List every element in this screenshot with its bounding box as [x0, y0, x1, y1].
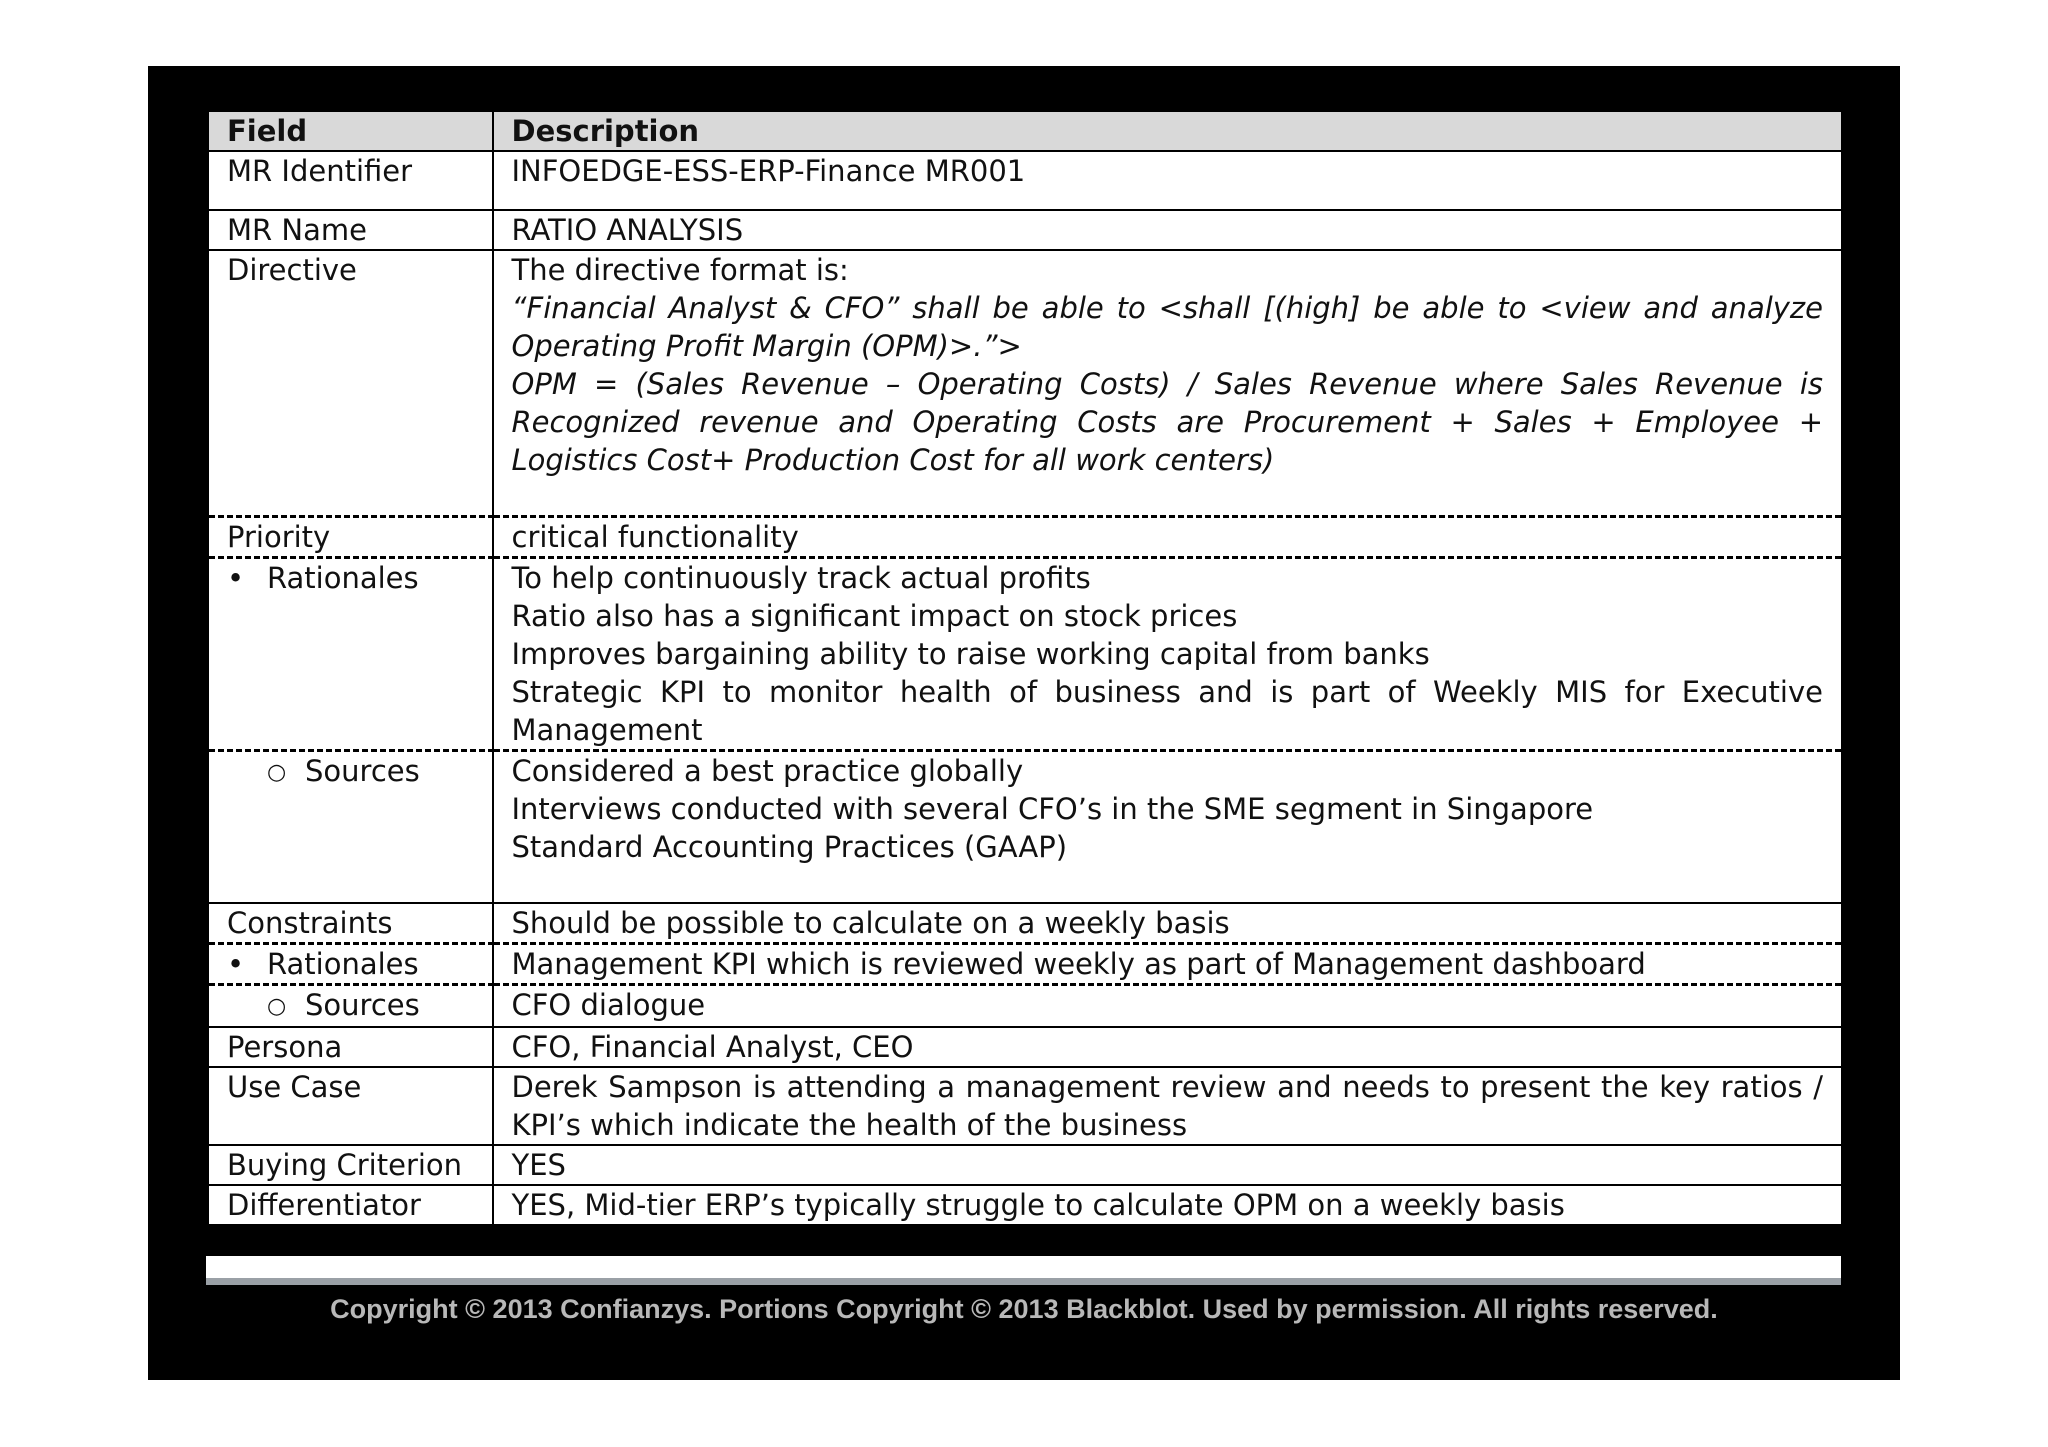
desc-differentiator: YES, Mid-tier ERP’s typically struggle to calculate OPM on a weekly basis [493, 1185, 1843, 1226]
desc-constraint-sources: CFO dialogue [493, 985, 1843, 1028]
header-description: Description [493, 111, 1843, 152]
field-use-case: Use Case [208, 1067, 493, 1145]
table-header-row [208, 111, 1843, 152]
desc-sources: Considered a best practice globally Interviews conducted with several CFO’s in the SME segment in Singapore Standard Accounting Practices (GAAP) [493, 751, 1843, 904]
table-row [208, 1027, 1843, 1067]
copyright-notice: Copyright © 2013 Confianzys. Portions Copyright © 2013 Blackblot. Used by permission. All rights reserved. [330, 1294, 1718, 1324]
field-constraint-rationales: • Rationales [208, 944, 493, 985]
desc-mr-identifier: INFOEDGE-ESS-ERP-Finance MR001 [493, 151, 1843, 210]
desc-priority: critical functionality [493, 517, 1843, 558]
table-row [208, 517, 1843, 558]
field-directive: Directive [208, 250, 493, 517]
table-row [208, 1145, 1843, 1185]
table-row [208, 751, 1843, 904]
field-rationales: • Rationales [208, 558, 493, 751]
field-mr-identifier: MR Identifier [208, 151, 493, 210]
table-row [208, 1185, 1843, 1226]
field-mr-name: MR Name [208, 210, 493, 250]
table-row [208, 985, 1843, 1028]
desc-mr-name: RATIO ANALYSIS [493, 210, 1843, 250]
desc-constraint-rationales: Management KPI which is reviewed weekly as part of Management dashboard [493, 944, 1843, 985]
field-sources: ○ Sources [208, 751, 493, 904]
field-constraint-sources: ○ Sources [208, 985, 493, 1028]
field-persona: Persona [208, 1027, 493, 1067]
table-row [208, 1067, 1843, 1145]
table-row [208, 903, 1843, 944]
table-row [208, 250, 1843, 517]
desc-directive: The directive format is: “Financial Analyst & CFO” shall be able to <shall [(high] be able to <view and analyze Operating Profit Margin (OPM)>.”> OPM = (Sales Revenue – Operating Costs) / Sales Revenue where Sales Revenue is Recognized revenue and Operating Costs are Procurement + Sales + Employee + Logistics Cost+ Production Cost for all work centers) [493, 250, 1843, 517]
requirements-table-container [206, 109, 1841, 1227]
field-buying-criterion: Buying Criterion [208, 1145, 493, 1185]
table-row [208, 151, 1843, 210]
table-row [208, 558, 1843, 751]
slide [148, 66, 1900, 1380]
header-field: Field [208, 111, 493, 152]
desc-constraints: Should be possible to calculate on a weekly basis [493, 903, 1843, 944]
desc-persona: CFO, Financial Analyst, CEO [493, 1027, 1843, 1067]
desc-rationales: To help continuously track actual profits Ratio also has a significant impact on stock prices Improves bargaining ability to raise working capital from banks Strategic KPI to monitor health of business and is part of Weekly MIS for Executive Management [493, 558, 1843, 751]
field-priority: Priority [208, 517, 493, 558]
market-requirement-table [206, 109, 1844, 1227]
field-differentiator: Differentiator [208, 1185, 493, 1226]
field-constraints: Constraints [208, 903, 493, 944]
desc-use-case: Derek Sampson is attending a management review and needs to present the key ratios / KPI’s which indicate the health of the business [493, 1067, 1843, 1145]
desc-buying-criterion: YES [493, 1145, 1843, 1185]
table-row [208, 944, 1843, 985]
table-row [208, 210, 1843, 250]
footer-divider [206, 1256, 1841, 1285]
